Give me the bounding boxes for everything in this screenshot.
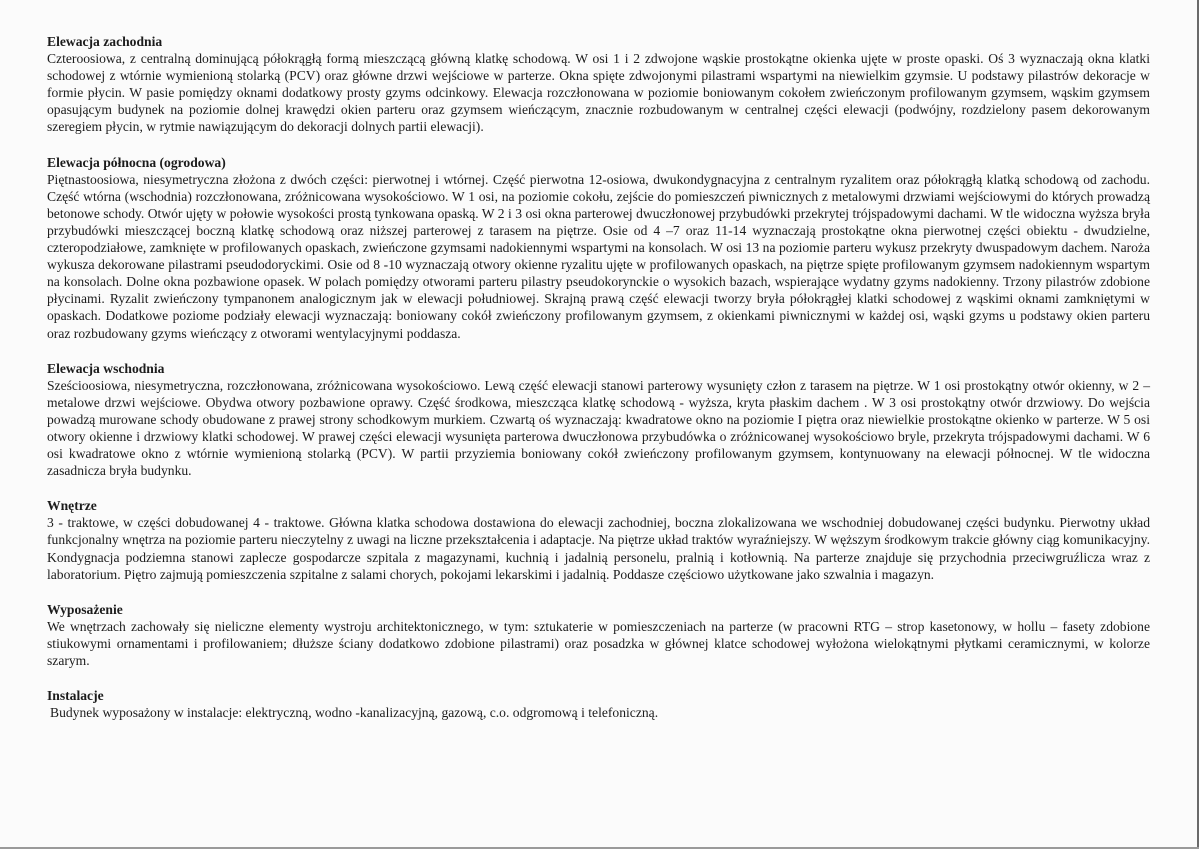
section-furnishings bbox=[47, 601, 1150, 669]
section-paragraph: 3 - traktowe, w części dobudowanej 4 - traktowe. Główna klatka schodowa dostawiona do elewacji zachodniej, boczna zlokalizowana we wschodniej dobudowanej części budynku. Pierwotny układ funkcjonalny wnętrza na poziomie parteru nieczytelny z uwagi na liczne przekształcenia i adaptacje. Na piętrze układ traktów wyraźniejszy. W węższym środkowym trakcie główny ciąg komunikacyjny. Kondygnacja podziemna stanowi zaplecze gospodarcze szpitala z magazynami, kuchnią i jadalnią personelu, pralnią i kotłownią. Na parterze znajduje się przychodnia przeciwgruźlicza wraz z laboratorium. Piętro zajmują pomieszczenia szpitalne z salami chorych, pokojami lekarskimi i jadalnią. Poddasze częściowo użytkowane jako szwalnia i magazyn. bbox=[47, 515, 1150, 582]
section-heading: Elewacja wschodnia bbox=[47, 360, 165, 376]
section-east-elevation bbox=[47, 360, 1150, 480]
section-paragraph: We wnętrzach zachowały się nieliczne elementy wystroju architektonicznego, w tym: sztukaterie w pomieszczeniach na parterze (w pracowni RTG – strop kasetonowy, w hollu – fasety zdobione stiukowymi ornamentami i profilowaniem; dłuższe ściany dodatkowo zdobione pilastrami) oraz posadzka w głównej klatce schodowej wyłożona wielokątnymi płytkami ceramicznymi, w kolorze szarym. bbox=[47, 618, 1150, 668]
section-west-elevation bbox=[47, 33, 1150, 136]
section-heading: Wnętrze bbox=[47, 498, 97, 514]
section-paragraph: Piętnastoosiowa, niesymetryczna złożona z dwóch części: pierwotnej i wtórnej. Część pierwotna 12-osiowa, dwukondygnacyjna z centralnym ryzalitem oraz półokrągłą klatką schodową od zachodu. Część wtórna (wschodnia) rozczłonowana, zróżnicowana wysokościowo. W 1 osi, na poziomie cokołu, zejście do pomieszczeń piwnicznych z metalowymi drzwiami wejściowymi do których prowadzą betonowe schody. Otwór ujęty w połowie wysokości prostą tynkowana opaską. W 2 i 3 osi okna parterowej dwuczłonowej przybudówki przekrytej trójspadowymi dachami. W tle widoczna wyższa bryła przybudówki mieszczącej boczną klatkę schodową oraz niższej parterowej z tarasem na piętrze. Osie od 4 –7 oraz 11-14 wyznaczają prostokątne okna pierwotnej części obiektu - dwudzielne, czteropodziałowe, zamknięte w profilowanych opaskach, zwieńczone gzymsami nadokiennymi wspartymi na konsolach. W osi 13 na poziomie parteru wykusz przekryty dwuspadowym dachem. Naroża wykusza dekorowane pilastrami pseudodoryckimi. Osie od 8 -10 wyznaczają otwory okienne ryzalitu ujęte w profilowanych opaskach, na piętrze spięte profilowanym gzymsem nadokiennym wspartym na konsolach. Dolne okna pozbawione opasek. W polach pomiędzy otworami parteru pilastry pseudokorynckie o wysokich bazach, wspierające wydatny gzyms nadokienny. Trzony pilastrów zdobione płycinami. Ryzalit zwieńczony tympanonem analogicznym jak w elewacji południowej. Skrajną prawą część elewacji tworzy bryła półokrągłej klatki schodowej z wąskimi oknami zamkniętymi w opaskach. Dodatkowe poziome podziały elewacji wyznaczają: boniowany cokół zwieńczony profilowanym gzymsem, z okienkami piwnicznymi w każdej osi, wąski gzyms u podstawy okien parteru oraz rozbudowany gzyms wieńczący z otworami wentylacyjnymi poddasza. bbox=[47, 171, 1150, 341]
section-installations bbox=[47, 687, 1150, 721]
section-paragraph: Sześcioosiowa, niesymetryczna, rozczłonowana, zróżnicowana wysokościowo. Lewą część elewacji stanowi parterowy wysunięty człon z tarasem na piętrze. W 1 osi prostokątny otwór okienny, w 2 – metalowe drzwi wejściowe. Obydwa otwory pozbawione oprawy. Część środkowa, mieszcząca klatkę schodową - wyższa, kryta płaskim dachem . W 3 osi prostokątny otwór drzwiowy. Do wejścia powadzą murowane schody obudowane z prawej strony schodkowym murkiem. Czwartą oś wyznaczają: kwadratowe okno na poziomie I piętra oraz niewielkie prostokątne okienko w parterze. W 5 osi otwory okienne i drzwiowy klatki schodowej. W prawej części elewacji wysunięta parterowa dwuczłonowa przybudówka o zróżnicowanej wysokościowo bryle, przekryta trójspadowymi dachami. W 6 osi kwadratowe okno z wtórnie wymienioną stolarką (PCV). W partii przyziemia boniowany cokół zwieńczony profilowanym gzymsem, kontynuowany na elewacji północnej. W tle widoczna zasadnicza bryła budynku. bbox=[47, 377, 1150, 479]
section-heading: Wyposażenie bbox=[47, 601, 123, 617]
section-interior bbox=[47, 497, 1150, 582]
section-heading: Elewacja północna (ogrodowa) bbox=[47, 154, 226, 170]
document-body bbox=[47, 33, 1150, 739]
section-paragraph: Budynek wyposażony w instalacje: elektryczną, wodno -kanalizacyjną, gazową, c.o. odgromową i telefoniczną. bbox=[50, 705, 659, 721]
section-heading: Elewacja zachodnia bbox=[47, 34, 163, 49]
section-north-elevation bbox=[47, 154, 1150, 342]
section-paragraph: Czteroosiowa, z centralną dominującą półokrągłą formą mieszczącą główną klatkę schodową. W osi 1 i 2 zdwojone wąskie prostokątne okienka ujęte w proste opaski. Oś 3 wyznaczają okna klatki schodowej z wtórnie wymienioną stolarką (PCV) oraz główne drzwi wejściowe w parterze. Okna spięte zdwojonymi pilastrami wspartymi na niewielkim gzymsie. U podstawy pilastrów dekoracje w formie płycin. W pasie pomiędzy oknami dodatkowy prosty gzyms odcinkowy. Elewacja rozczłonowana w poziomie boniowanym cokołem zwieńczonym profilowanym gzymsem, wąskim gzymsem opasującym budynek na poziomie dolnej krawędzi okien parteru oraz gzymsem wieńczącym, znacznie rozbudowanym w centralnej części elewacji (podwójny, rozdzielony pasem dekorowanym szeregiem płycin, w rytmie nawiązującym do dekoracji dolnych partii elewacji). bbox=[47, 51, 1150, 135]
section-heading: Instalacje bbox=[47, 688, 104, 704]
